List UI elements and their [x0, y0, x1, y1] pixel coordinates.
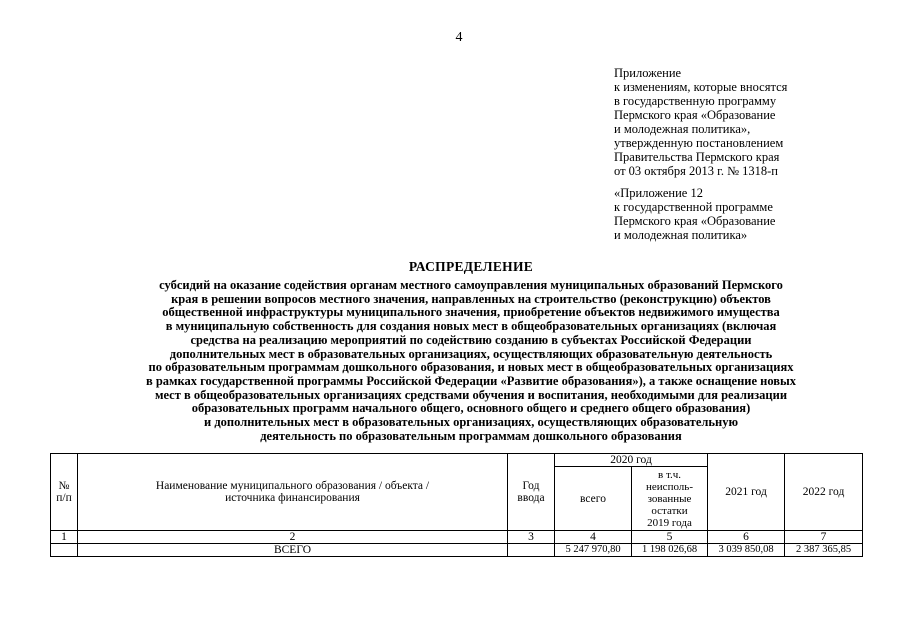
appendix-line: к государственной программе: [614, 200, 773, 214]
total-2021-value: 3 039 850,08: [708, 544, 785, 557]
header-year-2022: 2022 год: [785, 454, 863, 531]
appendix-line: Пермского края «Образование: [614, 214, 776, 228]
total-number-cell: [51, 544, 78, 557]
document-title: РАСПРЕДЕЛЕНИЕ: [408, 259, 534, 274]
appendix-line: к изменениям, которые вносятся: [614, 80, 788, 94]
column-number: 7: [785, 531, 863, 544]
table-header-row: [51, 454, 863, 467]
column-number: 2: [78, 531, 508, 544]
column-number: 4: [555, 531, 632, 544]
total-2022-value: 2 387 365,85: [785, 544, 863, 557]
header-name: Наименование муниципального образования / объекта / источника финансирования: [78, 454, 508, 531]
appendix-line: от 03 октября 2013 г. № 1318-п: [614, 164, 778, 178]
column-number: 6: [708, 531, 785, 544]
subtitle-line: мест в общеобразовательных организациях средствами обучения и воспитания, необходимыми для реализации: [154, 387, 788, 402]
subtitle-line: и дополнительных мест в образовательных организациях, осуществляющих образовательную: [204, 415, 738, 430]
column-number: 3: [508, 531, 555, 544]
subtitle-line: по образовательным программам дошкольного образования, и новых мест в общеобразовательных организациях: [148, 360, 794, 375]
total-year-cell: [508, 544, 555, 557]
header-year-2020: 2020 год: [555, 454, 708, 467]
subtitle-line: субсидий на оказание содействия органам местного самоуправления муниципальных образований Пермского: [159, 278, 783, 292]
subtitle-line: деятельность по образовательным программам дошкольного образования: [260, 428, 682, 443]
subtitle-line: края в решении вопросов местного значения, направленных на строительство (реконструкцию) объектов: [171, 291, 771, 306]
document-subtitle: [60, 279, 882, 443]
header-total: всего: [555, 467, 632, 531]
subtitle-line: общественной инфраструктуры муниципального значения, приобретение объектов недвижимого имущества: [162, 305, 780, 320]
appendix-line: в государственную программу: [614, 94, 777, 108]
appendix-block-12: [614, 186, 894, 242]
distribution-table: [50, 453, 863, 557]
header-number: № п/п: [51, 454, 78, 531]
column-number-row: [51, 531, 863, 544]
appendix-line: Приложение: [614, 66, 682, 80]
subtitle-line: в муниципальную собственность для создания новых мест в общеобразовательных организациях (включая: [165, 319, 777, 334]
column-number: 1: [51, 531, 78, 544]
appendix-line: утвержденную постановлением: [614, 136, 784, 150]
page-number: 4: [455, 30, 463, 45]
unused-2019-value: 1 198 026,68: [632, 544, 708, 557]
appendix-line: и молодежная политика»,: [614, 122, 751, 136]
appendix-line: Пермского края «Образование: [614, 108, 776, 122]
total-2020-value: 5 247 970,80: [555, 544, 632, 557]
header-year-commissioning: Год ввода: [508, 454, 555, 531]
appendix-block-amendments: [614, 66, 894, 178]
subtitle-line: образовательных программ начального общего, основного общего и среднего общего образования): [191, 401, 751, 416]
table-row-total: [51, 544, 863, 557]
subtitle-line: в рамках государственной программы Российской Федерации «Развитие образования»), а также оснащение новых: [145, 373, 797, 388]
column-number: 5: [632, 531, 708, 544]
total-label: ВСЕГО: [78, 544, 508, 557]
appendix-line: «Приложение 12: [614, 186, 703, 200]
appendix-line: Правительства Пермского края: [614, 150, 780, 164]
header-year-2021: 2021 год: [708, 454, 785, 531]
subtitle-line: дополнительных мест в образовательных организациях, осуществляющих образовательную деятельность: [169, 346, 773, 361]
subtitle-line: средства на реализацию мероприятий по содействию созданию в субъектах Российской Федерации: [190, 332, 752, 347]
appendix-line: и молодежная политика»: [614, 228, 748, 242]
header-unused-2019: в т.ч. неисполь- зованные остатки 2019 года: [632, 467, 708, 531]
